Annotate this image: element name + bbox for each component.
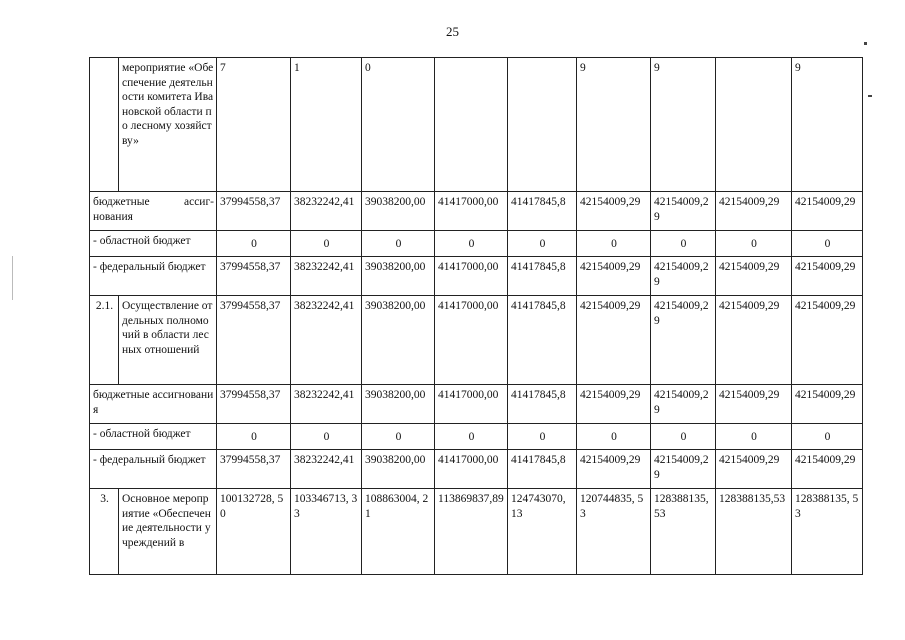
table-row <box>90 58 863 192</box>
value-cell: 37994558,37 <box>217 296 291 385</box>
value-cell: 41417000,00 <box>435 385 508 424</box>
value-cell: 37994558,37 <box>217 385 291 424</box>
value-cell: 113869837,89 <box>435 489 508 575</box>
value-cell: 42154009,29 <box>651 385 716 424</box>
row-label: - областной бюджет <box>90 231 217 257</box>
table-row <box>90 489 863 575</box>
value-cell: 0 <box>508 231 577 257</box>
value-cell: 0 <box>435 231 508 257</box>
value-cell: 42154009,29 <box>651 296 716 385</box>
value-cell: 103346713, 33 <box>291 489 362 575</box>
value-cell: 41417000,00 <box>435 192 508 231</box>
row-label-part: нования <box>93 210 133 223</box>
row-description: Основное мероприятие «Обеспечение деятельности учреждений в <box>119 489 217 575</box>
value-cell: 0 <box>362 58 435 192</box>
value-cell: 39038200,00 <box>362 192 435 231</box>
value-cell: 42154009,29 <box>577 257 651 296</box>
value-cell: 42154009,29 <box>792 296 863 385</box>
row-label-part: бюджетные <box>93 196 150 208</box>
row-number: 2.1. <box>90 296 119 385</box>
value-cell: 42154009,29 <box>716 296 792 385</box>
value-cell: 0 <box>577 231 651 257</box>
value-cell: 42154009,29 <box>716 192 792 231</box>
value-cell: 0 <box>651 424 716 450</box>
row-description: мероприятие «Обеспечение деятельности комитета Ивановской области по лесному хозяйству» <box>119 58 217 192</box>
value-cell: 42154009,29 <box>792 192 863 231</box>
value-cell: 37994558,37 <box>217 192 291 231</box>
row-description: Осуществление отдельных полномочий в области лесных отношений <box>119 296 217 385</box>
value-cell: 0 <box>362 424 435 450</box>
page-number: 25 <box>446 24 459 39</box>
value-cell: 39038200,00 <box>362 450 435 489</box>
value-cell: 39038200,00 <box>362 257 435 296</box>
row-label: - федеральный бюджет <box>90 450 217 489</box>
value-cell: 0 <box>291 424 362 450</box>
value-cell <box>508 58 577 192</box>
value-cell: 41417845,8 <box>508 296 577 385</box>
value-cell: 42154009,29 <box>716 450 792 489</box>
table-row <box>90 385 863 424</box>
value-cell: 0 <box>792 424 863 450</box>
value-cell: 41417000,00 <box>435 450 508 489</box>
row-label <box>90 192 217 231</box>
value-cell: 39038200,00 <box>362 296 435 385</box>
value-cell: 38232242,41 <box>291 296 362 385</box>
value-cell: 42154009,29 <box>716 257 792 296</box>
value-cell: 7 <box>217 58 291 192</box>
value-cell: 38232242,41 <box>291 385 362 424</box>
row-label: бюджетные ассигнования <box>90 385 217 424</box>
value-cell: 42154009,29 <box>577 296 651 385</box>
value-cell: 0 <box>435 424 508 450</box>
value-cell: 120744835, 53 <box>577 489 651 575</box>
value-cell: 42154009,29 <box>651 257 716 296</box>
value-cell: 1 <box>291 58 362 192</box>
value-cell: 41417845,8 <box>508 385 577 424</box>
value-cell: 42154009,29 <box>577 385 651 424</box>
value-cell: 41417845,8 <box>508 450 577 489</box>
value-cell: 108863004, 21 <box>362 489 435 575</box>
table-row <box>90 231 863 257</box>
value-cell: 38232242,41 <box>291 257 362 296</box>
value-cell: 38232242,41 <box>291 192 362 231</box>
value-cell: 41417000,00 <box>435 257 508 296</box>
value-cell: 42154009,29 <box>577 450 651 489</box>
value-cell: 0 <box>217 424 291 450</box>
value-cell: 0 <box>716 424 792 450</box>
value-cell: 0 <box>508 424 577 450</box>
row-label: - областной бюджет <box>90 424 217 450</box>
value-cell: 0 <box>362 231 435 257</box>
value-cell: 42154009,29 <box>716 385 792 424</box>
value-cell: 0 <box>792 231 863 257</box>
value-cell: 42154009,29 <box>792 450 863 489</box>
value-cell: 41417000,00 <box>435 296 508 385</box>
row-number <box>90 58 119 192</box>
value-cell: 128388135, 53 <box>651 489 716 575</box>
value-cell: 9 <box>792 58 863 192</box>
table-row <box>90 192 863 231</box>
value-cell: 41417845,8 <box>508 257 577 296</box>
value-cell: 37994558,37 <box>217 257 291 296</box>
scan-speck <box>868 95 872 97</box>
table-row <box>90 296 863 385</box>
table-row <box>90 424 863 450</box>
value-cell: 9 <box>651 58 716 192</box>
table-row <box>90 450 863 489</box>
value-cell: 9 <box>577 58 651 192</box>
table-row <box>90 257 863 296</box>
value-cell: 39038200,00 <box>362 385 435 424</box>
value-cell: 41417845,8 <box>508 192 577 231</box>
value-cell: 100132728, 50 <box>217 489 291 575</box>
value-cell: 0 <box>716 231 792 257</box>
value-cell: 37994558,37 <box>217 450 291 489</box>
value-cell: 38232242,41 <box>291 450 362 489</box>
value-cell: 42154009,29 <box>792 257 863 296</box>
value-cell: 0 <box>291 231 362 257</box>
row-number: 3. <box>90 489 119 575</box>
value-cell: 0 <box>651 231 716 257</box>
value-cell: 0 <box>217 231 291 257</box>
value-cell: 128388135,53 <box>716 489 792 575</box>
budget-table <box>89 57 863 575</box>
row-label-part: ассиг- <box>183 196 214 208</box>
value-cell <box>716 58 792 192</box>
row-label: - федеральный бюджет <box>90 257 217 296</box>
scan-speck <box>864 42 867 45</box>
scan-edge-mark <box>12 256 13 300</box>
value-cell: 42154009,29 <box>577 192 651 231</box>
value-cell <box>435 58 508 192</box>
value-cell: 0 <box>577 424 651 450</box>
value-cell: 42154009,29 <box>792 385 863 424</box>
value-cell: 124743070, 13 <box>508 489 577 575</box>
value-cell: 128388135, 53 <box>792 489 863 575</box>
value-cell: 42154009,29 <box>651 192 716 231</box>
value-cell: 42154009,29 <box>651 450 716 489</box>
